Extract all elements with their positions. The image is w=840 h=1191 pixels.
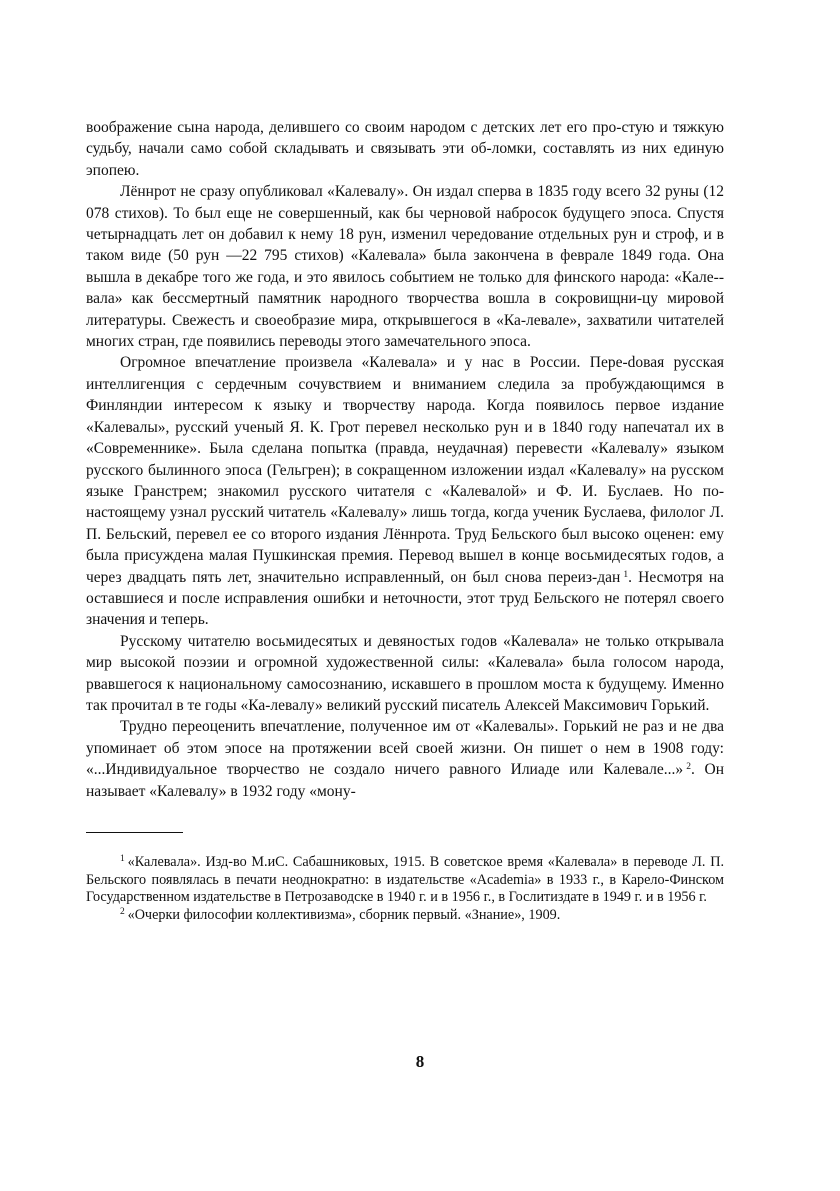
paragraph-3-text: Огромное впечатление произвела «Калевала» и у нас в России. Пере-dовая русская интеллигенция с сердечным сочувствием и вниманием следила за пробуждающимся в Финляндии интересом к языку и творчеству народа. Когда появилось первое издание «Калевалы», русский ученый Я. К. Грот перевел несколько рун и в 1840 году напечатал их в «Современнике». Была сделана попытка (правда, неудачная) перевести «Калевалу» языком русского былинного эпоса (Гельгрен); в сокращенном изложении издал «Калевалу» на русском языке Гранстрем; знакомил русского читателя с «Калевалой» и Ф. И. Буслаев. Но по-настоящему узнал русский читатель «Калевалу» лишь тогда, когда ученик Буслаева, филолог Л. П. Бельский, перевел ее со второго издания Лённрота. Труд Бельского был высоко оценен: ему была присуждена малая Пушкинская премия. Перевод вышел в конце восьмидесятых годов, а через двадцать пять лет, значительно исправленный, он был снова переиз-дан [86,354,724,586]
footnotes [86,854,724,925]
footnote-2-mark: 2 [120,907,125,918]
paragraph-3-text-after: . Несмотря на оставшиеся и после исправления ошибки и неточности, этот труд Бельского не потерял своего значения и теперь. [86,568,724,629]
footnote-ref-2: 2 [686,762,691,773]
footnote-1-text: «Калевала». Изд-во М.иС. Сабашниковых, 1915. В советское время «Калевала» в переводе Л. П. Бельского появлялась в печати неоднократно: в издательстве «Academia» в 1933 г., в Карело-Финском Государственном издательстве в Петрозаводске в 1940 г. и в 1956 г., в Гослитиздате в 1949 г. и в 1956 г. [86,854,724,906]
paragraph-4 [86,631,724,717]
footnote-1-mark: 1 [120,854,125,864]
paragraph-5-text: Трудно переоценить впечатление, полученное им от «Калевалы». Горький не раз и не два упоминает об этом эпосе на протяжении всей своей жизни. Он пишет о нем в 1908 году: «...Индивидуальное творчество не создало ничего равного Илиаде или Калевале...» [86,718,724,779]
paragraph-3 [86,352,724,630]
paragraph-4-text: Русскому читателю восьмидесятых и девяностых годов «Калевала» не только открывала мир высокой поэзии и огромной художественной силы: «Калевала» была голосом народа, рвавшегося к национальному самосознанию, искавшего в прошлом моста к будущему. Именно так прочитал в те годы «Ка-левалу» великий русский писатель Алексей Максимович Горький. [86,632,724,714]
footnote-ref-1: 1 [623,569,629,580]
paragraph-5-text-after: . Он называет «Калевалу» в 1932 году «мону- [86,761,724,800]
paragraph-2-text: Лённрот не сразу опубликовал «Калевалу». Он издал сперва в 1835 году всего 32 руны (12 078 стихов). То был еще не совершенный, как бы черновой набросок будущего эпоса. Спустя четырнадцать лет он добавил к нему 18 рун, изменил чередование отдельных рун и строф, и в таком виде (50 рун —22 795 стихов) «Калевала» была закончена в феврале 1849 года. Она вышла в декабре того же года, и это явилось событием не только для финского народа: «Кале-вала» как бессмертный памятник народного творчества вошла в сокровищни-цу мировой литературы. Свежесть и своеобразие мира, открывшегося в «Ка-левале», захватили читателей многих стран, где появились переводы этого замечательного эпоса. [86,183,724,351]
paragraph-2 [86,181,724,352]
footnote-1 [86,854,724,907]
page-number: 8 [415,1052,425,1071]
footnote-2 [86,907,724,925]
paragraph-1 [86,117,724,181]
footnote-divider [86,832,183,833]
footnote-2-text: «Очерки философии коллективизма», сборник первый. «Знание», 1909. [127,907,561,924]
paragraph-1-text: воображение сына народа, делившего со своим народом с детских лет его про-стую и тяжкую судьбу, начали само собой складывать и связывать эти об-ломки, составлять из них единую эпопею. [86,119,724,179]
page-body [86,117,724,925]
paragraph-5 [86,716,724,802]
